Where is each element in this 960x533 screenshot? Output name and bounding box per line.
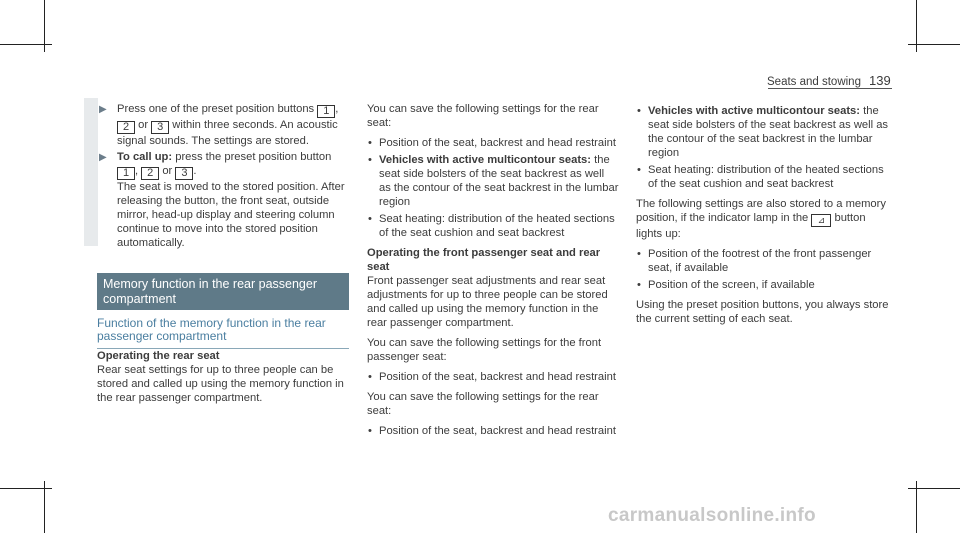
memory-position-text: The following settings are also stored to a memory position, if the indicator lamp in the ⊿ button lights up: (636, 198, 886, 240)
preset-button-1-icon: 1 (117, 167, 135, 180)
list-item: • Position of the seat, backrest and head restraint (367, 424, 619, 438)
preset-button-1-icon: 1 (317, 105, 335, 118)
column-2 (367, 102, 619, 444)
closing-text: Using the preset position buttons, you always store the current setting of each seat. (636, 299, 889, 325)
rear-seat-list-2 (367, 424, 619, 438)
page-number: 139 (868, 73, 891, 88)
column-1-lower (97, 349, 349, 411)
watermark: carmanualsonline.info (608, 505, 816, 526)
list-item: • Vehicles with active multicontour seats: the seat side bolsters of the seat backrest as well as the contour of the seat backrest in the lumbar region (636, 104, 891, 160)
column-1 (97, 102, 349, 252)
list-item: • Position of the seat, backrest and head restraint (367, 370, 619, 384)
crop-mark (44, 0, 45, 52)
preset-button-3-icon: 3 (175, 167, 193, 180)
front-rear-text: Front passenger seat adjustments and rear seat adjustments for up to three people can be stored and called up using the memory function in the rear passenger compartment. (367, 275, 608, 329)
list-item: • Seat heating: distribution of the heated sections of the seat cushion and seat backrest (367, 212, 619, 240)
step-call-up: ▶ To call up: press the preset position button 1 , 2 or 3 . The seat is moved to the stored position. After releasing the button, the front seat, outside mirror, head-up display and steering column continue to move into the stored position automatically. (99, 151, 345, 249)
list-item: • Position of the screen, if available (636, 278, 891, 292)
crop-mark (916, 481, 917, 533)
rear-seat-text: Rear seat settings for up to three people can be stored and called up using the memory function in the rear passenger compartment. (97, 364, 344, 404)
preset-button-2-icon: 2 (117, 121, 135, 134)
step-shade (84, 98, 98, 246)
seat-memory-icon: ⊿ (811, 214, 831, 227)
memory-list (636, 247, 891, 292)
intro-rear-seat: You can save the following settings for the rear seat: (367, 103, 599, 129)
crop-mark (44, 481, 45, 533)
arrow-right-icon: ▶ (99, 104, 107, 115)
preset-button-3-icon: 3 (151, 121, 169, 134)
intro-rear-seat-2: You can save the following settings for the rear seat: (367, 391, 599, 417)
page-header (767, 73, 892, 88)
crop-mark (916, 0, 917, 52)
column-3 (636, 102, 891, 332)
front-seat-list (367, 370, 619, 384)
preset-button-2-icon: 2 (141, 167, 159, 180)
section-title: Memory function in the rear passenger compartment (97, 273, 349, 310)
step-store: ▶ Press one of the preset position buttons 1 , 2 or 3 within three seconds. An acoustic signal sounds. The settings are stored. (99, 103, 339, 147)
sub-heading: Function of the memory function in the rear passenger compartment (97, 317, 349, 349)
list-item: • Vehicles with active multicontour seats: the seat side bolsters of the seat backrest as well as the contour of the seat backrest in the lumbar region (367, 153, 619, 209)
arrow-right-icon: ▶ (99, 152, 107, 163)
list-item: • Position of the seat, backrest and head restraint (367, 136, 619, 150)
list-item: • Seat heating: distribution of the heated sections of the seat cushion and seat backrest (636, 163, 891, 191)
heading-rear-seat: Operating the rear seat (97, 350, 220, 362)
rear-seat-list (367, 136, 619, 240)
header-section: Seats and stowing (767, 76, 861, 88)
intro-front-seat: You can save the following settings for the front passenger seat: (367, 337, 602, 363)
header-divider (768, 88, 892, 89)
list-item: • Position of the footrest of the front passenger seat, if available (636, 247, 891, 275)
continued-list (636, 104, 891, 191)
heading-front-rear: Operating the front passenger seat and rear seat (367, 247, 601, 273)
